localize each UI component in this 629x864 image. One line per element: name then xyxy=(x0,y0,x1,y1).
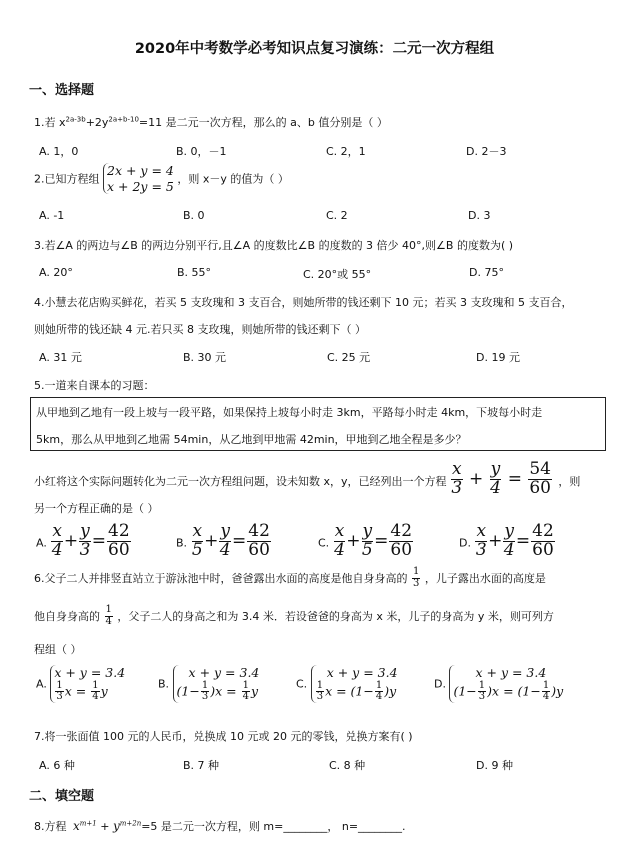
frac-num: 54 xyxy=(529,459,551,479)
frac-den: 4 xyxy=(242,691,249,703)
equation-top: x + y = 3.4 xyxy=(326,665,398,680)
frac-den: 3 xyxy=(79,539,91,560)
frac-num: y xyxy=(80,521,90,541)
q6-option-c[interactable]: C. x + y = 3.4 $\frac{1}{3}$ x = (1− $\frac{1}{4}$ )y xyxy=(296,665,398,703)
q1-option-a[interactable]: A. 1，0 xyxy=(39,145,79,158)
frac-num: 1 xyxy=(375,679,383,691)
q3-option-a[interactable]: A. 20° xyxy=(39,266,73,279)
q1-exponent-1: 2a-3b xyxy=(65,115,86,124)
q1-exponent-2: 2a+b-10 xyxy=(108,115,139,124)
frac-den: 3 xyxy=(478,691,486,703)
q5-given-equation: $\frac{x}{3}$ + $\frac{y}{4}$ = $\frac{54}{60}$ xyxy=(451,459,551,498)
q5-box-line-2: 5km，那么从甲地到乙地需 54min，从乙地到甲地需 42min，甲地到乙地全程是多少？ xyxy=(36,433,467,446)
q7-option-c[interactable]: C. 8 种 xyxy=(329,759,366,772)
question-6-line-3: 程组（ ） xyxy=(34,643,82,656)
frac-num: 1 xyxy=(542,679,550,691)
frac-num: 1 xyxy=(105,604,112,615)
q5-option-a[interactable]: A. $\frac{x}{4}$ + $\frac{y}{3}$ = $\frac{42}{60}$ xyxy=(36,521,130,560)
q1-option-d[interactable]: D. 2－3 xyxy=(466,145,507,158)
option-label: A. xyxy=(36,677,47,691)
question-4-line-1: 4.小慧去花店购买鲜花，若买 5 支玫瑰和 3 支百合，则她所带的钱还剩下 10 元；若买 3 支玫瑰和 5 支百合， xyxy=(34,296,573,309)
q8-exponent-2: m+2n xyxy=(119,819,142,828)
q7-option-d[interactable]: D. 9 种 xyxy=(476,759,513,772)
q2-equation-2: x + 2y = 5 xyxy=(107,178,174,194)
frac-num: x xyxy=(52,521,62,541)
frac-num: 42 xyxy=(390,521,413,541)
frac-den: 4 xyxy=(375,691,383,703)
question-7: 7.将一张面值 100 元的人民币，兑换成 10 元或 20 元的零钱，兑换方案有( ) xyxy=(34,730,413,743)
frac-num: x xyxy=(192,521,203,541)
q2-option-c[interactable]: C. 2 xyxy=(326,209,348,222)
q1-suffix: =11 是二元一次方程，那么的 a、b 值分别是（ ） xyxy=(138,116,388,129)
frac-den: 60 xyxy=(529,477,551,498)
frac-num: 1 xyxy=(413,566,420,577)
frac-den: 4 xyxy=(51,539,63,560)
option-label: C. xyxy=(318,536,330,550)
q6-line-1-tail: ，儿子露出水面的高度是 xyxy=(424,572,546,585)
q1-option-b[interactable]: B. 0，－1 xyxy=(176,145,227,158)
equation-tail: y xyxy=(556,683,564,699)
document-title: 2020年中考数学必考知识点复习演练：二元一次方程组 xyxy=(134,41,495,57)
q3-option-b[interactable]: B. 55° xyxy=(177,266,212,279)
q2-option-a[interactable]: A. -1 xyxy=(39,209,65,222)
frac-den: 60 xyxy=(248,539,270,560)
q5-option-b[interactable]: B. $\frac{x}{5}$ + $\frac{y}{4}$ = $\frac{42}{60}$ xyxy=(176,521,270,560)
q2-equation-system xyxy=(103,163,174,194)
equation-tail: y xyxy=(100,683,108,699)
option-label: C. xyxy=(296,677,308,691)
frac-den: 3 xyxy=(451,477,463,498)
frac-den: 4 xyxy=(503,539,515,560)
frac-num: y xyxy=(490,459,501,479)
frac-num: 42 xyxy=(532,521,554,541)
q2-option-d[interactable]: D. 3 xyxy=(468,209,491,222)
q8-exponent-1: m+1 xyxy=(79,819,97,828)
option-label: A. xyxy=(36,536,47,550)
frac-num: 1 xyxy=(242,679,249,691)
frac-num: 1 xyxy=(478,679,486,691)
equation-mid: x = xyxy=(492,683,514,699)
option-label: D. xyxy=(434,677,446,691)
q6-line-1-text: 6.父子二人并排竖直站立于游泳池中时，爸爸露出水面的高度是他自身身高的 xyxy=(34,572,408,585)
equation-tail: y xyxy=(389,683,397,699)
option-label: B. xyxy=(176,536,188,550)
frac-den: 3 xyxy=(475,539,487,560)
q8-var-x: x xyxy=(73,819,80,833)
option-label: B. xyxy=(158,677,170,691)
question-5-line-1 xyxy=(34,461,580,498)
frac-den: 3 xyxy=(413,577,420,589)
q8-plus: + xyxy=(100,820,110,833)
question-3: 3.若∠A 的两边与∠B 的两边分别平行,且∠A 的度数比∠B 的度数的 3 倍少 40°,则∠B 的度数为( ) xyxy=(34,239,514,252)
q4-option-b[interactable]: B. 30 元 xyxy=(183,351,227,364)
q3-option-c[interactable]: C. 20°或 55° xyxy=(303,268,372,281)
q6-line-2-text: 他自身身高的 xyxy=(34,610,100,623)
frac-num: 1 xyxy=(201,679,209,691)
frac-den: 4 xyxy=(219,539,231,560)
frac-num: x xyxy=(476,521,487,541)
q5-box-line-1: 从甲地到乙地有一段上坡与一段平路，如果保持上坡每小时走 3km，平路每小时走 4km，下坡每小时走 xyxy=(36,406,543,419)
q7-option-a[interactable]: A. 6 种 xyxy=(39,759,75,772)
frac-num: 1 xyxy=(56,679,63,691)
q6-option-b[interactable]: B. x + y = 3.4 (1− $\frac{1}{3}$ )x = $\frac{1}{4}$ y xyxy=(158,665,260,703)
frac-den: 3 xyxy=(316,691,324,703)
equation-top: x + y = 3.4 xyxy=(188,665,260,680)
equation-mid: x = xyxy=(325,683,347,699)
question-4-line-2: 则她所带的钱还缺 4 元.若只买 8 支玫瑰，则她所带的钱还剩下（ ） xyxy=(34,323,366,336)
frac-num: 42 xyxy=(248,521,270,541)
frac-den: 4 xyxy=(334,539,345,560)
question-6-line-1 xyxy=(34,567,546,589)
question-1 xyxy=(34,114,388,130)
q1-mid: +2y xyxy=(85,116,109,129)
equation-tail: y xyxy=(250,683,259,699)
q2-prefix: 2.已知方程组 xyxy=(34,172,100,186)
frac-num: 42 xyxy=(108,521,130,541)
q6-option-d[interactable]: D. x + y = 3.4 (1− $\frac{1}{3}$ )x = (1− $\frac{1}{4}$ )y xyxy=(434,665,564,703)
frac-den: 4 xyxy=(490,477,501,498)
q7-option-b[interactable]: B. 7 种 xyxy=(183,759,220,772)
frac-den: 5 xyxy=(361,539,373,560)
frac-num: 1 xyxy=(92,679,99,691)
frac-num: 1 xyxy=(316,679,324,691)
q8-suffix: =5 是二元一次方程，则 m=________， n=________. xyxy=(141,820,406,833)
q3-option-d[interactable]: D. 75° xyxy=(469,266,504,279)
frac-den: 5 xyxy=(191,539,203,560)
question-6-line-2 xyxy=(34,605,554,627)
frac-num: y xyxy=(220,521,230,541)
section-heading-multiple-choice: 一、选择题 xyxy=(29,83,95,98)
q6-line-2-tail: ，父子二人的身高之和为 3.4 米．若设爸爸的身高为 x 米，儿子的身高为 y 米，则可列方 xyxy=(117,610,554,623)
frac-den: 3 xyxy=(201,691,209,703)
q5-option-c[interactable]: C. $\frac{x}{4}$ + $\frac{y}{5}$ = $\frac{42}{60}$ xyxy=(318,521,413,560)
equation-top: x + y = 3.4 xyxy=(54,665,126,680)
q4-option-a[interactable]: A. 31 元 xyxy=(39,351,82,364)
question-5-line-2: 另一个方程正确的是（ ） xyxy=(34,502,159,515)
frac-num: x xyxy=(334,521,345,541)
q1-option-c[interactable]: C. 2，1 xyxy=(326,145,366,158)
frac-den: 60 xyxy=(390,539,413,560)
question-5-intro: 5.一道来自课本的习题： xyxy=(34,379,155,392)
equation-top: x + y = 3.4 xyxy=(475,665,547,680)
q8-var-y: y xyxy=(112,819,120,833)
q6-option-a[interactable] xyxy=(36,665,125,703)
q2-equation-1: 2x + y = 4 xyxy=(107,163,174,178)
equation-mid: x = xyxy=(215,683,237,699)
question-2 xyxy=(34,163,289,194)
q5-line-1-text: 小红将这个实际问题转化为二元一次方程组问题，设未知数 x，y，已经列出一个方程 xyxy=(34,474,447,488)
frac-num: y xyxy=(504,521,514,541)
frac-den: 3 xyxy=(56,691,63,703)
question-8 xyxy=(34,818,406,834)
frac-den: 4 xyxy=(105,615,112,627)
equation-mid: x = xyxy=(64,683,87,699)
q2-suffix: ，则 x－y 的值为（ ） xyxy=(177,172,289,186)
q5-option-d[interactable]: D. $\frac{x}{3}$ + $\frac{y}{4}$ = $\frac{42}{60}$ xyxy=(459,521,554,560)
option-label: D. xyxy=(459,536,471,550)
frac-den: 4 xyxy=(92,691,99,703)
frac-den: 60 xyxy=(532,539,554,560)
frac-den: 60 xyxy=(108,539,130,560)
frac-num: x xyxy=(452,459,462,479)
q4-option-c[interactable]: C. 25 元 xyxy=(327,351,371,364)
section-heading-fill-in: 二、填空题 xyxy=(29,789,95,804)
frac-den: 4 xyxy=(542,691,550,703)
frac-num: y xyxy=(362,521,373,541)
q5-line-1-tail: ，则 xyxy=(558,474,581,488)
q4-option-d[interactable]: D. 19 元 xyxy=(476,351,520,364)
q1-prefix: 1.若 x xyxy=(34,116,66,129)
q5-textbook-problem-box xyxy=(30,397,606,451)
q2-option-b[interactable]: B. 0 xyxy=(183,209,205,222)
q8-prefix: 8.方程 xyxy=(34,820,67,833)
